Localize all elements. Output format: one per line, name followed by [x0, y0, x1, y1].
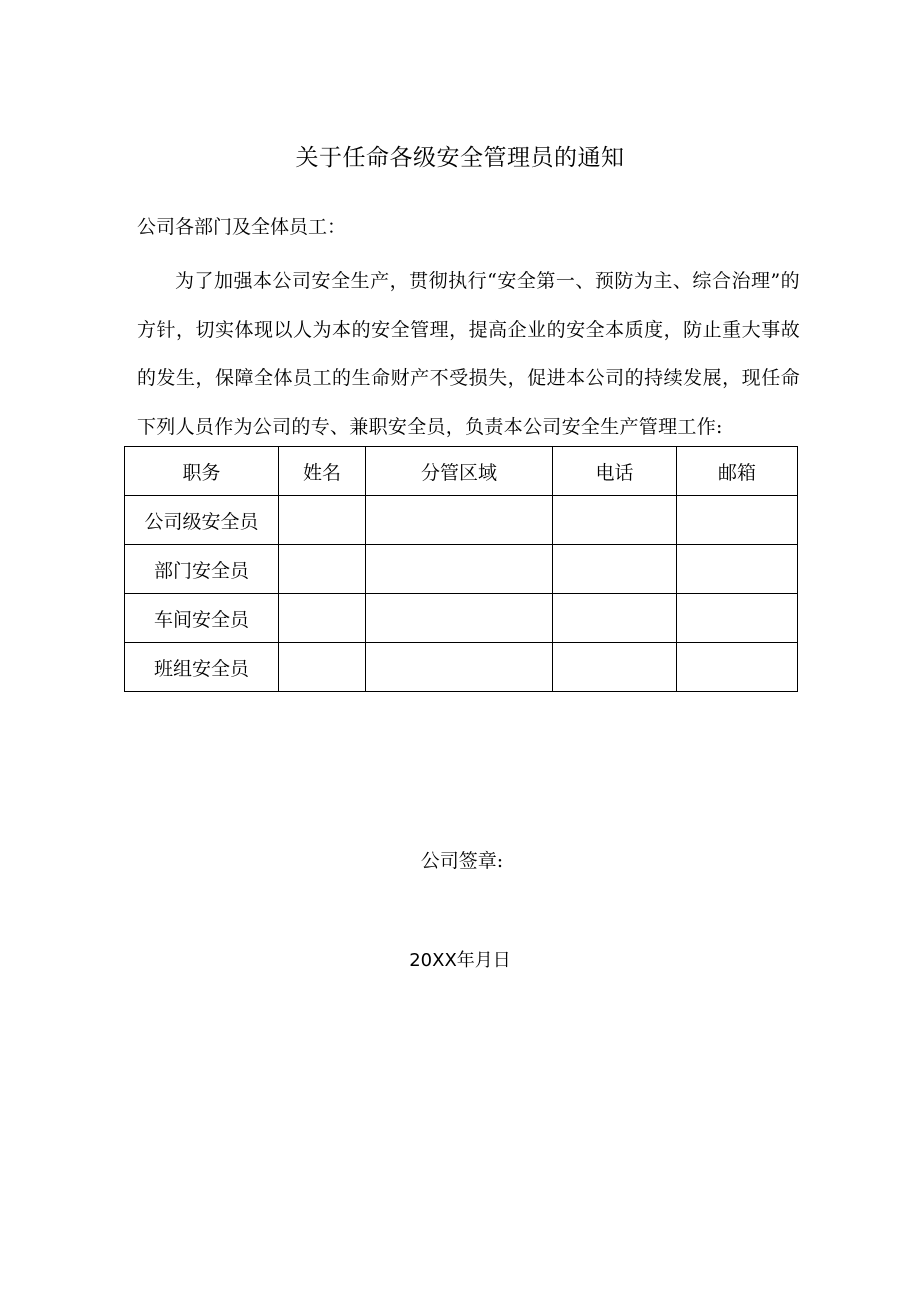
table-row [125, 545, 798, 594]
table-header-row [125, 447, 798, 496]
position-cell: 部门安全员 [125, 545, 279, 594]
header-area: 分管区域 [366, 447, 553, 496]
name-cell [279, 643, 366, 692]
safety-officer-table [124, 446, 798, 692]
table-row [125, 594, 798, 643]
date-line: 20XX年月日 [409, 950, 511, 971]
table-row [125, 643, 798, 692]
area-cell [366, 496, 553, 545]
header-email: 邮箱 [677, 447, 798, 496]
header-phone: 电话 [553, 447, 677, 496]
area-cell [366, 643, 553, 692]
email-cell [677, 594, 798, 643]
name-cell [279, 594, 366, 643]
phone-cell [553, 496, 677, 545]
company-seal-label: 公司签章: [420, 850, 504, 872]
email-cell [677, 496, 798, 545]
salutation: 公司各部门及全体员工： [137, 216, 347, 238]
phone-cell [553, 594, 677, 643]
position-cell: 公司级安全员 [125, 496, 279, 545]
position-cell: 班组安全员 [125, 643, 279, 692]
email-cell [677, 643, 798, 692]
phone-cell [553, 545, 677, 594]
phone-cell [553, 643, 677, 692]
header-position: 职务 [125, 447, 279, 496]
name-cell [279, 496, 366, 545]
area-cell [366, 594, 553, 643]
email-cell [677, 545, 798, 594]
body-paragraph: 为了加强本公司安全生产，贯彻执行“安全第一、预防为主、综合治理”的方针，切实体现以人为本的安全管理，提高企业的安全本质度，防止重大事故的发生，保障全体员工的生命财产不受损失，促进本公司的持续发展，现任命下列人员作为公司的专、兼职安全员，负责本公司安全生产管理工作: [137, 270, 800, 438]
position-cell: 车间安全员 [125, 594, 279, 643]
header-name: 姓名 [279, 447, 366, 496]
table-row [125, 496, 798, 545]
document-title: 关于任命各级安全管理员的通知 [295, 145, 625, 171]
name-cell [279, 545, 366, 594]
area-cell [366, 545, 553, 594]
